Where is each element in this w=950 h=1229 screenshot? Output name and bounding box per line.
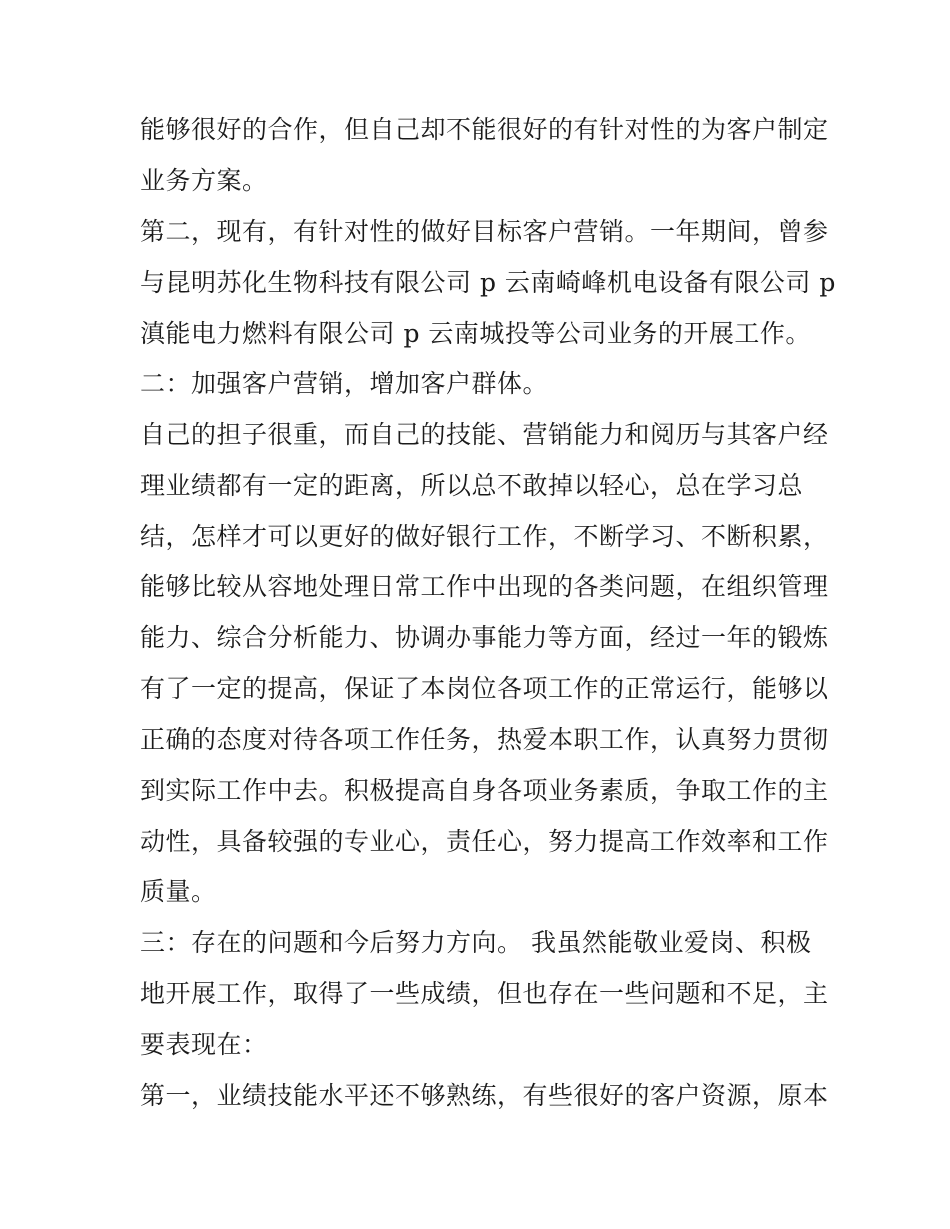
text-line: 理业绩都有一定的距离，所以总不敢掉以轻心，总在学习总 xyxy=(140,471,804,500)
text-line: 能够比较从容地处理日常工作中出现的各类问题，在组织管理 xyxy=(140,572,829,601)
text-line: 要表现在： xyxy=(140,1030,268,1059)
text-line: 与昆明苏化生物科技有限公司 p 云南崎峰机电设备有限公司 p xyxy=(140,268,836,297)
text-line: 第二，现有，有针对性的做好目标客户营销。一年期间，曾参 xyxy=(140,217,829,246)
text-line: 业务方案。 xyxy=(140,166,268,195)
text-line: 动性，具备较强的专业心，责任心，努力提高工作效率和工作 xyxy=(140,827,829,856)
text-line: 质量。 xyxy=(140,877,217,906)
section-heading: 三：存在的问题和今后努力方向。 我虽然能敬业爱岗、积极 xyxy=(140,928,812,957)
text-line: 滇能电力燃料有限公司 p 云南城投等公司业务的开展工作。 xyxy=(140,319,811,348)
text-line: 到实际工作中去。积极提高自身各项业务素质，争取工作的主 xyxy=(140,776,829,805)
text-line: 地开展工作，取得了一些成绩，但也存在一些问题和不足，主 xyxy=(140,979,829,1008)
text-line: 结，怎样才可以更好的做好银行工作，不断学习、不断积累， xyxy=(140,522,829,551)
text-line: 能力、综合分析能力、协调办事能力等方面，经过一年的锻炼 xyxy=(140,623,829,652)
section-heading: 二：加强客户营销，增加客户群体。 xyxy=(140,369,549,398)
text-line: 能够很好的合作，但自己却不能很好的有针对性的为客户制定 xyxy=(140,115,829,144)
text-line: 正确的态度对待各项工作任务，热爱本职工作，认真努力贯彻 xyxy=(140,725,829,754)
text-line: 第一，业绩技能水平还不够熟练，有些很好的客户资源，原本 xyxy=(140,1081,829,1110)
text-line: 有了一定的提高，保证了本岗位各项工作的正常运行，能够以 xyxy=(140,674,829,703)
text-line: 自己的担子很重，而自己的技能、营销能力和阅历与其客户经 xyxy=(140,420,829,449)
